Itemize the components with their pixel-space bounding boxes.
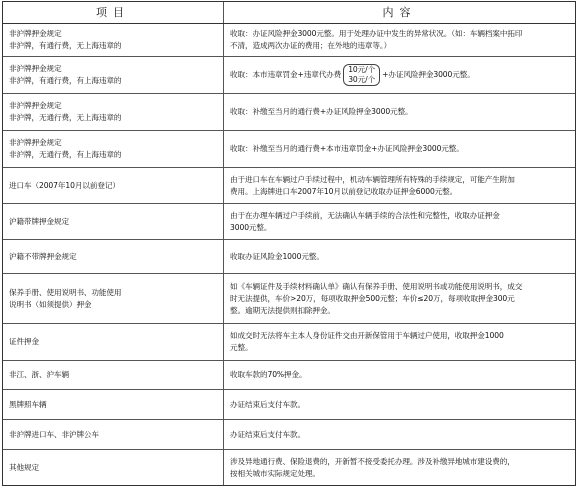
content-line: 费用。上海牌进口车2007年10月以前登记收取办证押金6000元整。 — [230, 186, 458, 196]
content-line: 时无法提供，车价>20万，每项收取押金500元整；车价≤20万，每项收取押金300元 — [230, 293, 515, 303]
table-row — [3, 390, 575, 420]
fee-formula-prefix: 收取：本市违章罚金+违章代办费 — [230, 70, 342, 79]
item-line: 非沪牌，有通行费，无上海违章的 — [9, 41, 122, 50]
row-item — [3, 57, 224, 93]
item-line: 证件押金 — [9, 337, 39, 346]
row-content — [224, 168, 575, 203]
item-line: 保养手册、使用说明书、功能使用 — [9, 287, 122, 297]
row-content — [224, 131, 575, 167]
row-item — [3, 361, 224, 389]
item-line: 黑牌照车辆 — [9, 399, 47, 409]
row-content — [224, 450, 575, 485]
item-line: 非沪牌押金规定 — [9, 138, 62, 147]
row-item — [3, 131, 224, 167]
content-line: 整。逾期无法提供则扣除押金。 — [230, 305, 335, 315]
table-row — [3, 274, 575, 324]
item-line: 非沪牌进口车、非沪牌公车 — [9, 429, 99, 439]
row-item — [3, 168, 224, 203]
table-row — [3, 240, 575, 274]
row-item — [3, 390, 224, 419]
row-content — [224, 361, 575, 389]
item-line: 非沪牌押金规定 — [9, 101, 62, 110]
content-line: 按相关城市实际规定处理。 — [230, 468, 320, 478]
content-line: 收取车款的70%押金。 — [230, 370, 307, 379]
content-line: 由于在办理车辆过户手续前，无法确认车辆手续的合法性和完整性，收取办证押金 — [230, 210, 500, 220]
fee-option: 30元/个 — [348, 75, 376, 84]
row-content — [224, 204, 575, 239]
row-item — [3, 324, 224, 360]
header-content: 内容 — [224, 2, 575, 23]
row-content — [224, 390, 575, 419]
content-line: 不清，造成两次办证的费用；在外地的违章等。） — [230, 41, 392, 50]
item-line: 非沪牌押金规定 — [9, 29, 62, 38]
item-line: 非沪牌押金规定 — [9, 64, 62, 73]
row-content — [224, 420, 575, 449]
content-line: 办证结束后支付车款。 — [230, 429, 305, 439]
table-row — [3, 168, 575, 204]
row-item — [3, 420, 224, 449]
row-content — [224, 274, 575, 323]
content-line: 元整。 — [230, 343, 253, 352]
fee-options-bracket — [343, 64, 380, 86]
item-line: 沪籍不带牌押金规定 — [9, 251, 77, 261]
table-row — [3, 24, 575, 57]
item-line: 非沪牌，无通行费，无上海违章的 — [9, 113, 122, 122]
row-item — [3, 204, 224, 239]
row-content — [224, 324, 575, 360]
item-line: 说明书（如须提供）押金 — [9, 299, 92, 309]
row-content — [224, 57, 575, 93]
content-line: 3000元整。 — [230, 222, 272, 232]
item-line: 进口车（2007年10月以前登记） — [9, 180, 120, 190]
table-row — [3, 324, 575, 361]
table-row — [3, 420, 575, 450]
row-item — [3, 24, 224, 56]
content-line: 收取：补缴至当月的通行费+本市违章罚金+办证风险押金3000元整。 — [230, 144, 464, 153]
item-line: 其他规定 — [9, 462, 39, 472]
table-row — [3, 204, 575, 240]
table-row — [3, 131, 575, 168]
content-line: 如《车辆证件及手续材料确认单》确认有保养手册、使用说明书或功能使用说明书，成交 — [230, 281, 523, 291]
content-line: 如成交时无法将车主本人身份证件交由开新保管用于车辆过户使用，收取押金1000 — [230, 331, 504, 340]
fee-option: 10元/个 — [348, 65, 376, 74]
content-line: 办证结束后支付车款。 — [230, 399, 305, 409]
item-line: 沪籍带牌押金规定 — [9, 216, 69, 226]
content-line: 收取办证风险金1000元整。 — [230, 251, 324, 261]
row-item — [3, 94, 224, 130]
table-row — [3, 450, 575, 485]
item-line: 非沪牌，无通行费，有上海违章的 — [9, 150, 122, 159]
row-item — [3, 240, 224, 273]
table-row — [3, 94, 575, 131]
table-header — [3, 2, 575, 24]
fee-formula — [230, 64, 475, 86]
header-item: 项目 — [3, 2, 224, 23]
deposit-rules-table — [2, 1, 576, 486]
content-line: 收取：办证风险押金3000元整。用于处理办证中发生的异常状况。（如：车辆档案中拓印 — [230, 29, 523, 38]
content-line: 涉及异地通行费、保险退费的，开新暂不接受委托办理。涉及补缴异地城市建设费的， — [230, 456, 515, 466]
fee-formula-suffix: +办证风险押金3000元整。 — [382, 70, 475, 79]
item-line: 非江、浙、沪车辆 — [9, 370, 69, 379]
table-row — [3, 361, 575, 390]
row-content — [224, 24, 575, 56]
row-item — [3, 274, 224, 323]
row-content — [224, 94, 575, 130]
table-row — [3, 57, 575, 94]
row-item — [3, 450, 224, 485]
item-line: 非沪牌，有通行费，有上海违章的 — [9, 76, 122, 85]
row-content — [224, 240, 575, 273]
content-line: 收取：补缴至当月的通行费+办证风险押金3000元整。 — [230, 107, 413, 116]
content-line: 由于进口车在车辆过户手续过程中，机动车辆管理所有特殊的手续规定，可能产生附加 — [230, 174, 515, 184]
